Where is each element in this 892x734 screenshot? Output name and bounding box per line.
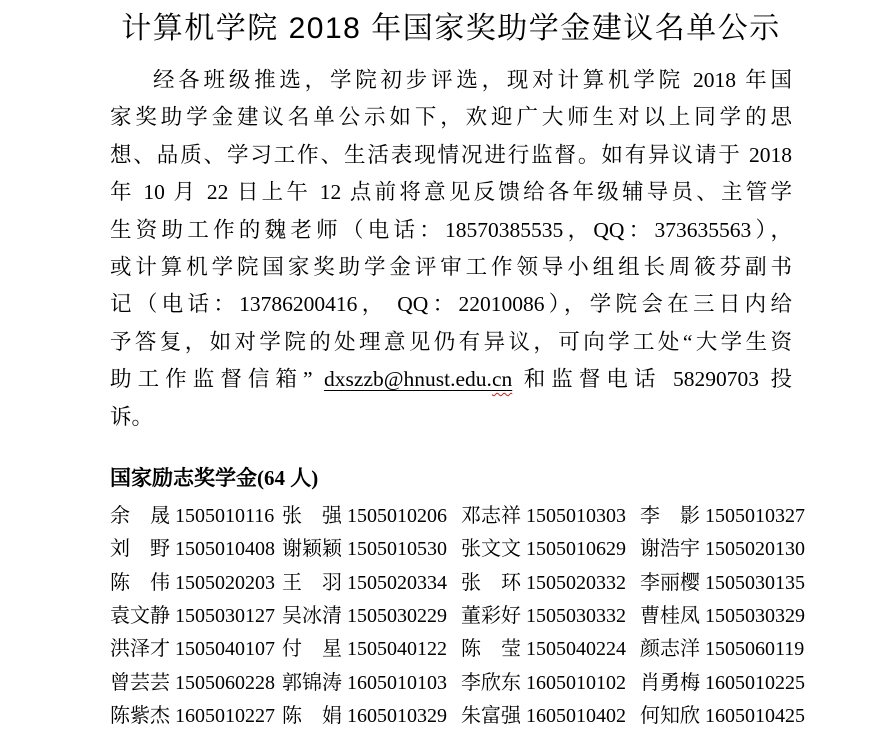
page-title: 计算机学院 2018 年国家奖助学金建议名单公示 — [121, 12, 781, 45]
student-entry — [110, 667, 282, 700]
student-name: 邓志祥 — [461, 504, 521, 527]
student-id: 1605010102 — [526, 671, 626, 694]
paragraph-line: 记（电话：13786200416， QQ：22010086），学院会在三日内给 — [110, 292, 792, 317]
supervision-email-link[interactable] — [324, 367, 512, 391]
student-entry — [461, 700, 640, 733]
student-entry — [461, 500, 640, 533]
student-id: 1505030127 — [175, 605, 275, 628]
student-id: 1605010425 — [705, 705, 805, 728]
student-name: 张 环 — [461, 571, 521, 594]
body-paragraph — [110, 62, 792, 436]
student-entry — [282, 567, 461, 600]
student-name: 张文文 — [461, 538, 521, 561]
student-entry — [282, 700, 461, 733]
student-entry — [461, 667, 640, 700]
scholarship-section-heading: 国家励志奖学金(64 人) — [110, 465, 319, 490]
paragraph-line: 想、品质、学习工作、生活表现情况进行监督。如有异议请于 2018 — [110, 142, 792, 167]
student-id: 1505020334 — [347, 571, 447, 594]
paragraph-line: 家奖助学金建议名单公示如下，欢迎广大师生对以上同学的思 — [110, 105, 792, 130]
paragraph-line: 诉。 — [110, 404, 154, 429]
student-name: 谢浩宇 — [640, 538, 700, 561]
student-entry — [461, 600, 640, 633]
student-id: 1505060119 — [705, 638, 805, 661]
student-entry — [640, 600, 805, 633]
student-name: 付 星 — [282, 638, 342, 661]
student-entry — [110, 633, 282, 666]
student-entry — [282, 533, 461, 566]
student-id: 1505030332 — [526, 605, 626, 628]
paragraph-line: 经各班级推选，学院初步评选，现对计算机学院 2018 年国 — [153, 68, 792, 92]
student-id: 1505030229 — [347, 605, 447, 628]
student-name: 张 强 — [282, 504, 342, 527]
student-id: 1605010402 — [526, 705, 626, 728]
student-name: 刘 野 — [110, 538, 170, 561]
student-name: 郭锦涛 — [282, 671, 342, 694]
student-name: 曹桂凤 — [640, 605, 700, 628]
student-entry — [110, 567, 282, 600]
paragraph-line: 年 10 月 22 日上午 12 点前将意见反馈给各年级辅导员、主管学 — [110, 180, 792, 205]
email-main-part: dxszzb@hnust.edu. — [324, 367, 492, 392]
student-id: 1505020130 — [705, 538, 805, 561]
student-id: 1505010327 — [705, 504, 805, 527]
paragraph-line: 予答复，如对学院的处理意见仍有异议，可向学工处“大学生资 — [110, 329, 792, 354]
student-entry — [640, 567, 805, 600]
student-name: 袁文静 — [110, 605, 170, 628]
paragraph-line: 生资助工作的魏老师（电话：18570385535，QQ：373635563）， — [110, 217, 792, 242]
student-name: 朱富强 — [461, 705, 521, 728]
student-id: 1505020332 — [526, 571, 626, 594]
student-id: 1605010227 — [175, 705, 275, 728]
student-entry — [282, 633, 461, 666]
student-entry — [461, 533, 640, 566]
student-name: 陈 伟 — [110, 571, 170, 594]
student-name: 谢颖颖 — [282, 538, 342, 561]
student-id: 1505060228 — [175, 671, 275, 694]
student-id: 1605010103 — [347, 671, 447, 694]
student-id: 1505010303 — [526, 504, 626, 527]
scholarship-table — [110, 500, 805, 734]
student-entry — [640, 667, 805, 700]
student-name: 李丽樱 — [640, 571, 700, 594]
student-id: 1505010530 — [347, 538, 447, 561]
student-entry — [461, 633, 640, 666]
student-name: 陈 莹 — [461, 638, 521, 661]
student-entry — [640, 533, 805, 566]
paragraph-line: 或计算机学院国家奖助学金评审工作领导小组组长周筱芬副书 — [110, 254, 792, 279]
email-line-after: 和监督电话 58290703 投 — [512, 367, 792, 392]
student-name: 董彩好 — [461, 605, 521, 628]
student-entry — [110, 533, 282, 566]
student-name: 李 影 — [640, 504, 700, 527]
student-name: 何知欣 — [640, 705, 700, 728]
student-name: 余 晟 — [110, 504, 170, 527]
student-name: 洪泽才 — [110, 638, 170, 661]
student-id: 1505030135 — [705, 571, 805, 594]
student-id: 1505010116 — [175, 504, 275, 527]
student-name: 陈 娟 — [282, 705, 342, 728]
student-entry — [640, 500, 805, 533]
student-entry — [282, 600, 461, 633]
student-id: 1505020203 — [175, 571, 275, 594]
student-name: 吴冰清 — [282, 605, 342, 628]
student-id: 1605010225 — [705, 671, 805, 694]
student-entry — [282, 500, 461, 533]
student-name: 曾芸芸 — [110, 671, 170, 694]
student-id: 1505040224 — [526, 638, 626, 661]
student-entry — [461, 567, 640, 600]
student-entry — [110, 500, 282, 533]
student-name: 李欣东 — [461, 671, 521, 694]
student-entry — [640, 633, 805, 666]
student-id: 1605010329 — [347, 705, 447, 728]
student-name: 王 羽 — [282, 571, 342, 594]
student-id: 1505010206 — [347, 504, 447, 527]
student-entry — [640, 700, 805, 733]
student-id: 1505040122 — [347, 638, 447, 661]
email-spellcheck-part: cn — [491, 367, 513, 392]
student-entry — [282, 667, 461, 700]
email-line-before: 助工作监督信箱” — [110, 367, 313, 392]
paragraph-line-with-email — [110, 361, 792, 398]
student-entry — [110, 700, 282, 733]
student-id: 1505040107 — [175, 638, 275, 661]
student-id: 1505010408 — [175, 538, 275, 561]
student-entry — [110, 600, 282, 633]
student-name: 肖勇梅 — [640, 671, 700, 694]
student-name: 陈紫杰 — [110, 705, 170, 728]
student-name: 颜志洋 — [640, 638, 700, 661]
student-id: 1505010629 — [526, 538, 626, 561]
student-id: 1505030329 — [705, 605, 805, 628]
